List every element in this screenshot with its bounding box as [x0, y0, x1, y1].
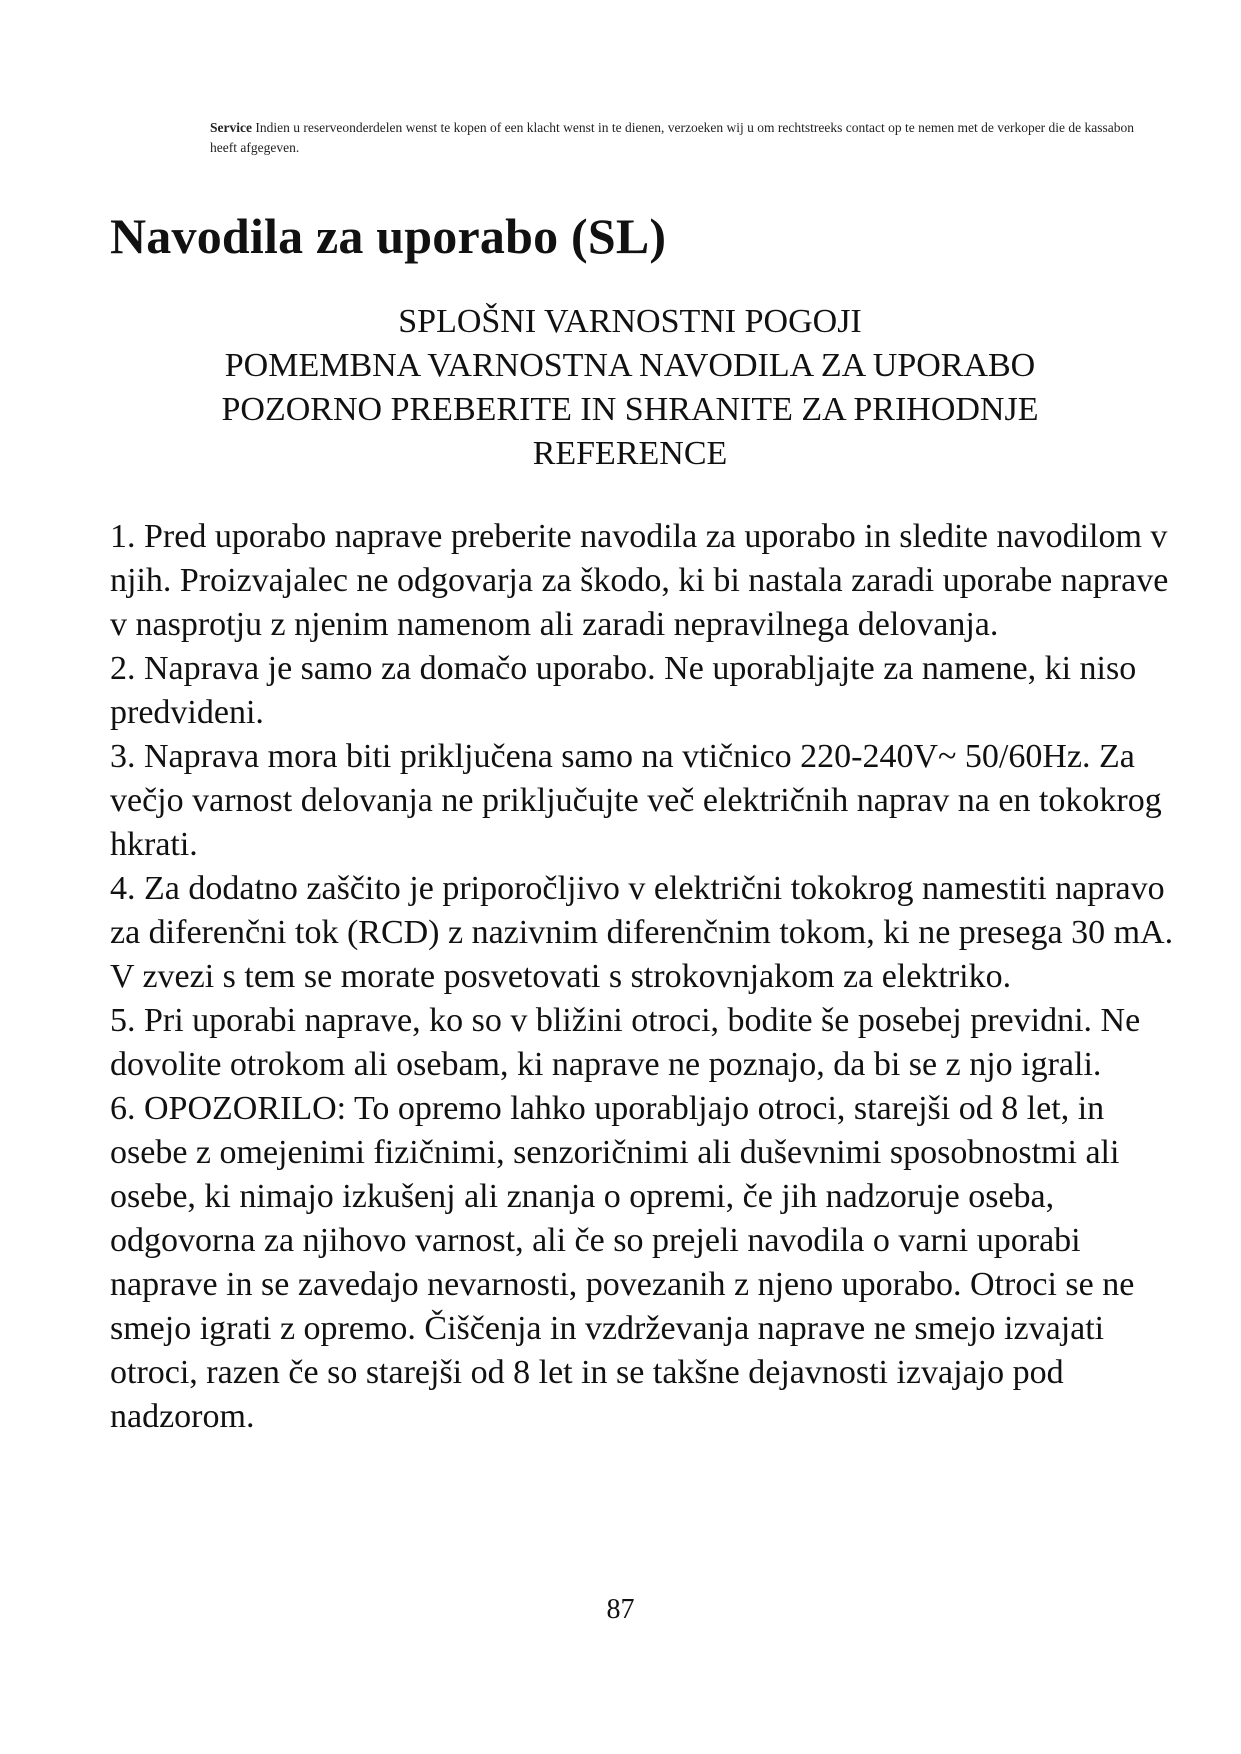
- notice-line: REFERENCE: [532, 435, 728, 472]
- safety-notice-header: [110, 300, 1150, 476]
- instruction-item-5: 5. Pri uporabi naprave, ko so v bližini otroci, bodite še posebej previdni. Ne dovolite otrokom ali osebam, ki naprave ne poznajo, da bi se z njo igrali.: [110, 1002, 1141, 1083]
- instruction-item-2: 2. Naprava je samo za domačo uporabo. Ne uporabljajte za namene, ki niso predvideni.: [110, 650, 1137, 731]
- instruction-item-6: 6. OPOZORILO: To opremo lahko uporabljajo otroci, starejši od 8 let, in osebe z omejenimi fizičnimi, senzoričnimi ali duševnimi sposobnostmi ali osebe, ki nimajo izkušenj ali znanja o opremi, če jih nadzoruje oseba, odgovorna za njihovo varnost, ali če so prejeli navodila o varni uporabi naprave in se zavedajo nevarnosti, povezanih z njeno uporabo. Otroci se ne smejo igrati z opremo. Čiščenja in vzdrževanja naprave ne smejo izvajati otroci, razen če so starejši od 8 let in se takšne dejavnosti izvajajo pod nadzorom.: [110, 1090, 1135, 1435]
- notice-line: SPLOŠNI VARNOSTNI POGOJI: [398, 303, 862, 340]
- notice-line: POMEMBNA VARNOSTNA NAVODILA ZA UPORABO: [224, 347, 1036, 384]
- service-label: Service: [210, 120, 252, 135]
- notice-line: POZORNO PREBERITE IN SHRANITE ZA PRIHODNJE: [221, 391, 1039, 428]
- page-title: Navodila za uporabo (SL): [110, 208, 667, 264]
- instruction-item-4: 4. Za dodatno zaščito je priporočljivo v električni tokokrog namestiti napravo za diferenčni tok (RCD) z nazivnim diferenčnim tokom, ki ne presega 30 mA. V zvezi s tem se morate posvetovati s strokovnjakom za elektriko.: [110, 870, 1174, 995]
- service-text: Indien u reserveonderdelen wenst te kopen of een klacht wenst in te dienen, verzoeken wij u om rechtstreeks contact op te nemen met de verkoper die de kassabon heeft afgegeven.: [210, 120, 1135, 155]
- instruction-item-3: 3. Naprava mora biti priključena samo na vtičnico 220-240V~ 50/60Hz. Za večjo varnost delovanja ne priključujte več električnih naprav na en tokokrog hkrati.: [110, 738, 1162, 863]
- instruction-item-1: 1. Pred uporabo naprave preberite navodila za uporabo in sledite navodilom v njih. Proizvajalec ne odgovarja za škodo, ki bi nastala zaradi uporabe naprave v nasprotju z njenim namenom ali zaradi nepravilnega delovanja.: [110, 518, 1169, 643]
- service-note: [210, 118, 1160, 158]
- safety-instructions-list: [110, 515, 1185, 1439]
- page-number: 87: [606, 1594, 635, 1625]
